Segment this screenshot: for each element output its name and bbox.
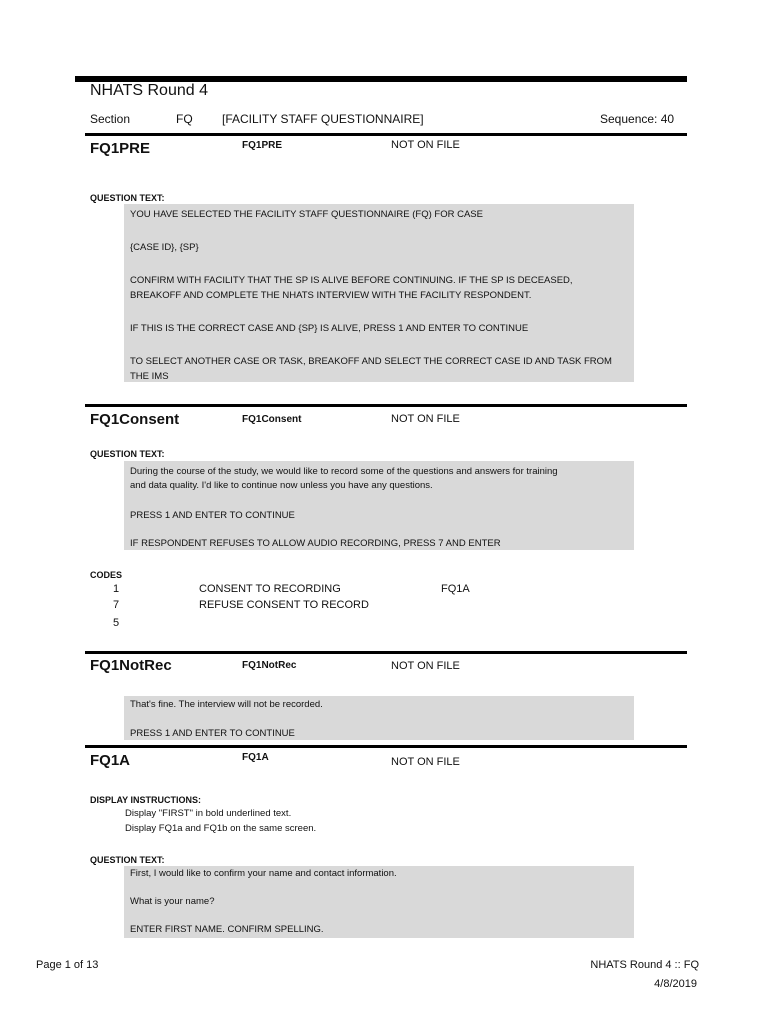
question-line: IF RESPONDENT REFUSES TO ALLOW AUDIO RECORDING, PRESS 7 AND ENTER [130,538,501,549]
variable-name-fq1consent: FQ1Consent [242,414,302,425]
question-line: That's fine. The interview will not be recorded. [130,699,323,710]
page-number: Page 1 of 13 [36,959,99,971]
question-name-fq1a: FQ1A [90,752,131,769]
header-bottom-rule [85,133,687,136]
question-name-fq1notrec: FQ1NotRec [90,657,172,674]
doc-title: NHATS Round 4 [90,82,208,99]
section-value: FQ [176,112,193,126]
question-line: THE IMS [130,371,169,382]
question-line: PRESS 1 AND ENTER TO CONTINUE [130,510,295,521]
questionnaire-name: [FACILITY STAFF QUESTIONNAIRE] [222,112,424,126]
question-line: During the course of the study, we would like to record some of the questions and answers for training [130,466,558,477]
variable-name-fq1pre: FQ1PRE [242,140,283,151]
status-fq1pre: NOT ON FILE [391,139,460,151]
code-value: 7 [113,599,120,611]
section-rule [85,651,687,654]
question-line: ENTER FIRST NAME. CONFIRM SPELLING. [130,924,324,935]
footer-date: 4/8/2019 [654,978,697,990]
code-goto: FQ1A [441,583,470,595]
question-text-label: QUESTION TEXT: [90,193,165,203]
question-line: What is your name? [130,896,215,907]
display-instruction-line: Display FQ1a and FQ1b on the same screen. [125,823,317,834]
display-instruction-line: Display "FIRST" in bold underlined text. [125,808,292,819]
code-value: 5 [113,617,120,629]
variable-name-fq1a: FQ1A [242,752,269,763]
question-line: BREAKOFF AND COMPLETE THE NHATS INTERVIEW WITH THE FACILITY RESPONDENT. [130,290,532,301]
section-label: Section [90,112,131,126]
question-line: YOU HAVE SELECTED THE FACILITY STAFF QUESTIONNAIRE (FQ) FOR CASE [130,209,483,220]
question-name-fq1pre: FQ1PRE [90,140,151,157]
status-fq1consent: NOT ON FILE [391,413,460,425]
display-instructions-label: DISPLAY INSTRUCTIONS: [90,795,202,805]
code-label: REFUSE CONSENT TO RECORD [199,599,369,611]
question-line: {CASE ID}, {SP} [130,242,199,253]
question-line: IF THIS IS THE CORRECT CASE AND {SP} IS ALIVE, PRESS 1 AND ENTER TO CONTINUE [130,323,529,334]
question-line: CONFIRM WITH FACILITY THAT THE SP IS ALIVE BEFORE CONTINUING. IF THE SP IS DECEASED, [130,275,573,286]
question-line: First, I would like to confirm your name and contact information. [130,868,397,879]
codes-label: CODES [90,570,123,580]
question-line: TO SELECT ANOTHER CASE OR TASK, BREAKOFF AND SELECT THE CORRECT CASE ID AND TASK FROM [130,356,612,367]
sequence-number: Sequence: 40 [600,112,675,126]
section-rule [85,745,687,748]
question-text-label: QUESTION TEXT: [90,855,165,865]
section-rule [85,404,687,407]
status-fq1a: NOT ON FILE [391,756,460,768]
footer-doc-title: NHATS Round 4 :: FQ [590,959,699,971]
code-label: CONSENT TO RECORDING [199,583,341,595]
code-value: 1 [113,583,120,595]
question-name-fq1consent: FQ1Consent [90,411,180,428]
question-line: and data quality. I'd like to continue now unless you have any questions. [130,480,433,491]
question-text-label: QUESTION TEXT: [90,449,165,459]
variable-name-fq1notrec: FQ1NotRec [242,660,297,671]
question-line: PRESS 1 AND ENTER TO CONTINUE [130,728,295,739]
status-fq1notrec: NOT ON FILE [391,660,460,672]
